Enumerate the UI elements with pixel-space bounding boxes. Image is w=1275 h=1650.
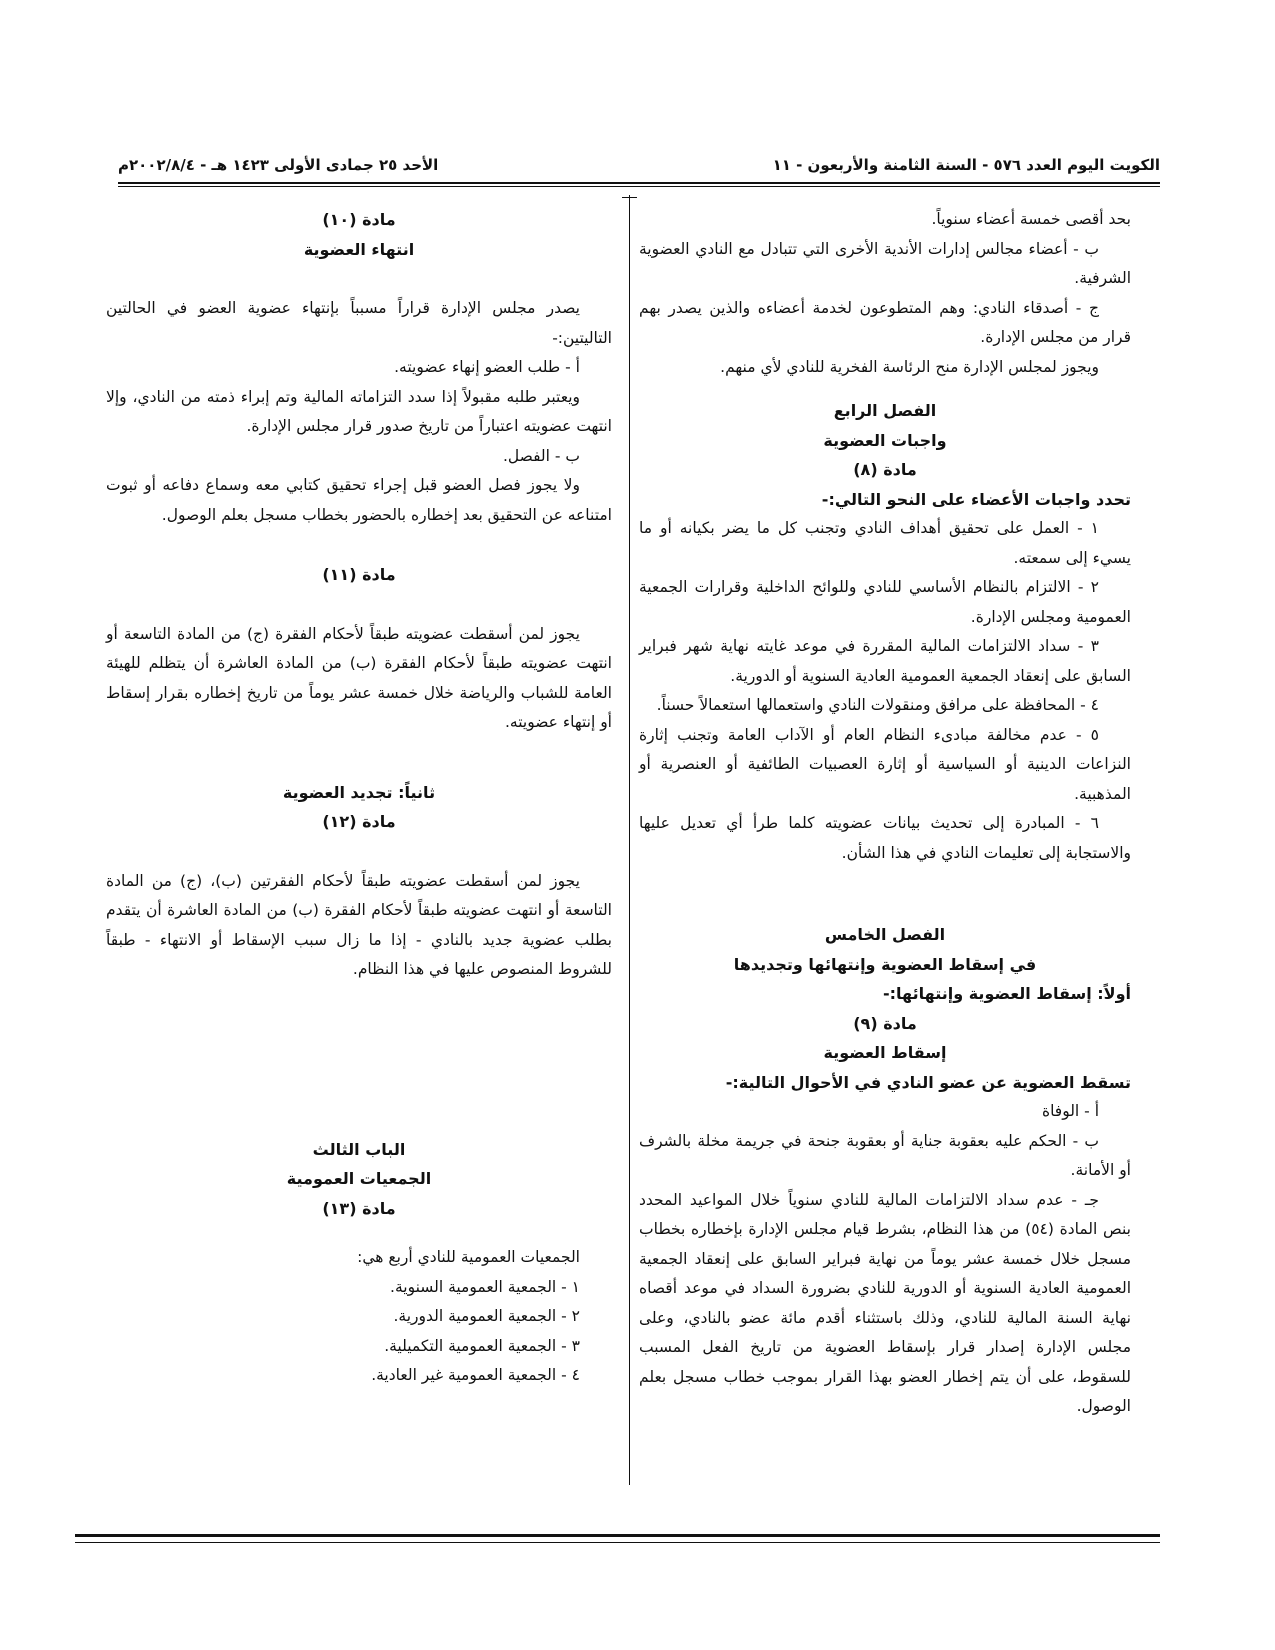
- column-divider: [629, 195, 630, 1485]
- chapter-title: الفصل الخامس: [824, 925, 946, 944]
- list-item: ٣ - سداد الالتزامات المالية المقررة في موعد غايته نهاية شهر فبراير السابق على إنعقاد الجمعية العمومية العادية السنوية أو الدورية.: [639, 637, 1131, 685]
- list-item: ١ - الجمعية العمومية السنوية.: [390, 1277, 580, 1296]
- article-heading: مادة (٩): [853, 1013, 917, 1033]
- list-item: ب - الحكم عليه بعقوبة جناية أو بعقوبة جنحة في جريمة مخلة بالشرف أو الأمانة.: [639, 1131, 1131, 1179]
- chapter-subtitle: في إسقاط العضوية وإنتهائها وتجديدها: [733, 954, 1037, 974]
- chapter-title: الفصل الرابع: [833, 401, 937, 420]
- list-item: ٤ - المحافظة على مرافق ومنقولات النادي واستعمالها استعمالاً حسناً.: [656, 696, 1099, 714]
- column-divider-mark: [622, 197, 637, 198]
- left-column: [106, 205, 612, 1391]
- paragraph: يجوز لمن أسقطت عضويته طبقاً لأحكام الفقرة (ج) من المادة التاسعة أو انتهت عضويته طبقاً لأحكام الفقرة (ب) من المادة العاشرة أن يتظلم للهيئة العامة للشباب والرياضة خلال خمسة عشر يوماً من تاريخ إخطاره بقرار إسقاط أو إنتهاء عضويته.: [106, 624, 612, 731]
- header-rule-thin: [118, 186, 1160, 187]
- article-intro: تحدد واجبات الأعضاء على النحو التالي:-: [821, 489, 1131, 509]
- paragraph: ويعتبر طلبه مقبولاً إذا سدد التزاماته المالية وتم إبراء ذمته من النادي، وإلا انتهت عضويته اعتباراً من تاريخ صدور قرار مجلس الإدارة.: [106, 387, 612, 435]
- header-date: الأحد ٢٥ جمادى الأولى ١٤٢٣ هـ - ٢٠٠٢/٨/٤م: [118, 156, 439, 174]
- list-item: ٢ - الالتزام بالنظام الأساسي للنادي وللوائح الداخلية وقرارات الجمعية العمومية ومجلس الإدارة.: [639, 578, 1131, 626]
- list-item: أ - طلب العضو إنهاء عضويته.: [394, 358, 580, 376]
- article-title: إسقاط العضوية: [823, 1043, 947, 1062]
- article-heading: مادة (١٢): [322, 812, 396, 831]
- page-header: [118, 150, 1160, 180]
- paragraph: يصدر مجلس الإدارة قراراً مسبباً بإنتهاء عضوية العضو في الحالتين التاليتين:-: [106, 299, 612, 347]
- section-heading: ثانياً: تجديد العضوية: [282, 782, 436, 802]
- paragraph: بحد أقصى خمسة أعضاء سنوياً.: [931, 210, 1131, 228]
- footer-rule: [75, 1534, 1160, 1537]
- article-heading: مادة (١٣): [322, 1198, 396, 1218]
- list-item: أ - الوفاة: [1041, 1102, 1099, 1120]
- paragraph: ب - أعضاء مجالس إدارات الأندية الأخرى التي تتبادل مع النادي العضوية الشرفية.: [639, 239, 1131, 287]
- paragraph: ويجوز لمجلس الإدارة منح الرئاسة الفخرية للنادي لأي منهم.: [720, 357, 1099, 376]
- header-issue-info: الكويت اليوم العدد ٥٧٦ - السنة الثامنة والأربعون - ١١: [772, 156, 1160, 174]
- list-item: ب - الفصل.: [502, 446, 580, 465]
- article-heading: مادة (٨): [853, 460, 917, 479]
- list-item: ٣ - الجمعية العمومية التكميلية.: [384, 1336, 580, 1355]
- list-item: ٥ - عدم مخالفة مبادىء النظام العام أو الآداب العامة وتجنب إثارة النزاعات الدينية أو السياسية أو إثارة العصبيات الطائفية أو العنصرية أو المذهبية.: [639, 725, 1131, 803]
- header-rule: [118, 182, 1160, 184]
- part-title: الباب الثالث: [312, 1139, 406, 1159]
- list-item: ٦ - المبادرة إلى تحديث بيانات عضويته كلما طرأ أي تعديل عليها والاستجابة إلى تعليمات النادي في هذا الشأن.: [639, 814, 1131, 862]
- list-item: ٢ - الجمعية العمومية الدورية.: [393, 1307, 580, 1325]
- article-title: انتهاء العضوية: [303, 239, 415, 259]
- section-heading: أولاً: إسقاط العضوية وإنتهائها:-: [883, 984, 1131, 1003]
- article-heading: مادة (١١): [322, 565, 396, 584]
- article-heading: مادة (١٠): [322, 210, 396, 229]
- right-column: [639, 205, 1131, 1422]
- list-item: ٤ - الجمعية العمومية غير العادية.: [371, 1366, 580, 1384]
- paragraph: الجمعيات العمومية للنادي أربع هي:: [357, 1248, 580, 1266]
- paragraph: ج - أصدقاء النادي: وهم المتطوعون لخدمة أعضاءه والذين يصدر بهم قرار من مجلس الإدارة.: [639, 298, 1131, 346]
- part-subtitle: الجمعيات العمومية: [286, 1169, 432, 1188]
- paragraph: يجوز لمن أسقطت عضويته طبقاً لأحكام الفقرتين (ب)، (ج) من المادة التاسعة أو انتهت عضويته طبقاً لأحكام الفقرة (ب) من المادة العاشرة أن يتقدم بطلب عضوية جديد بالنادي - إذا ما زال سبب الإسقاط أو الانتهاء - طبقاً للشروط المنصوص عليها في هذا النظام.: [106, 871, 612, 978]
- article-intro: تسقط العضوية عن عضو النادي في الأحوال التالية:-: [725, 1072, 1131, 1092]
- chapter-subtitle: واجبات العضوية: [823, 430, 947, 450]
- paragraph: ولا يجوز فصل العضو قبل إجراء تحقيق كتابي معه وسماع دفاعه أو ثبوت امتناعه عن التحقيق بعد إخطاره بالحضور بخطاب مسجل بعلم الوصول.: [106, 476, 612, 524]
- list-item: جـ - عدم سداد الالتزامات المالية للنادي سنوياً خلال المواعيد المحدد بنص المادة (٥٤) من هذا النظام، بشرط قيام مجلس الإدارة بإخطاره بخطاب مسجل خلال خمسة عشر يوماً من نهاية فبراير السابق على إنعقاد الجمعية العمومية العادية السنوية أو الدورية للنادي بضرورة السداد في موعد أقصاه نهاية السنة المالية للنادي، وذلك باستثناء أقدم مائة عضو بالنادي، وعلى مجلس الإدارة إصدار قرار بإسقاط العضوية من تاريخ الفعل المسبب للسقوط، على أن يتم إخطار العضو بهذا القرار بموجب خطاب مسجل بعلم الوصول.: [639, 1190, 1131, 1415]
- footer-rule-thin: [75, 1542, 1160, 1543]
- list-item: ١ - العمل على تحقيق أهداف النادي وتجنب كل ما يضر بكيانه أو ما يسيء إلى سمعته.: [639, 519, 1131, 567]
